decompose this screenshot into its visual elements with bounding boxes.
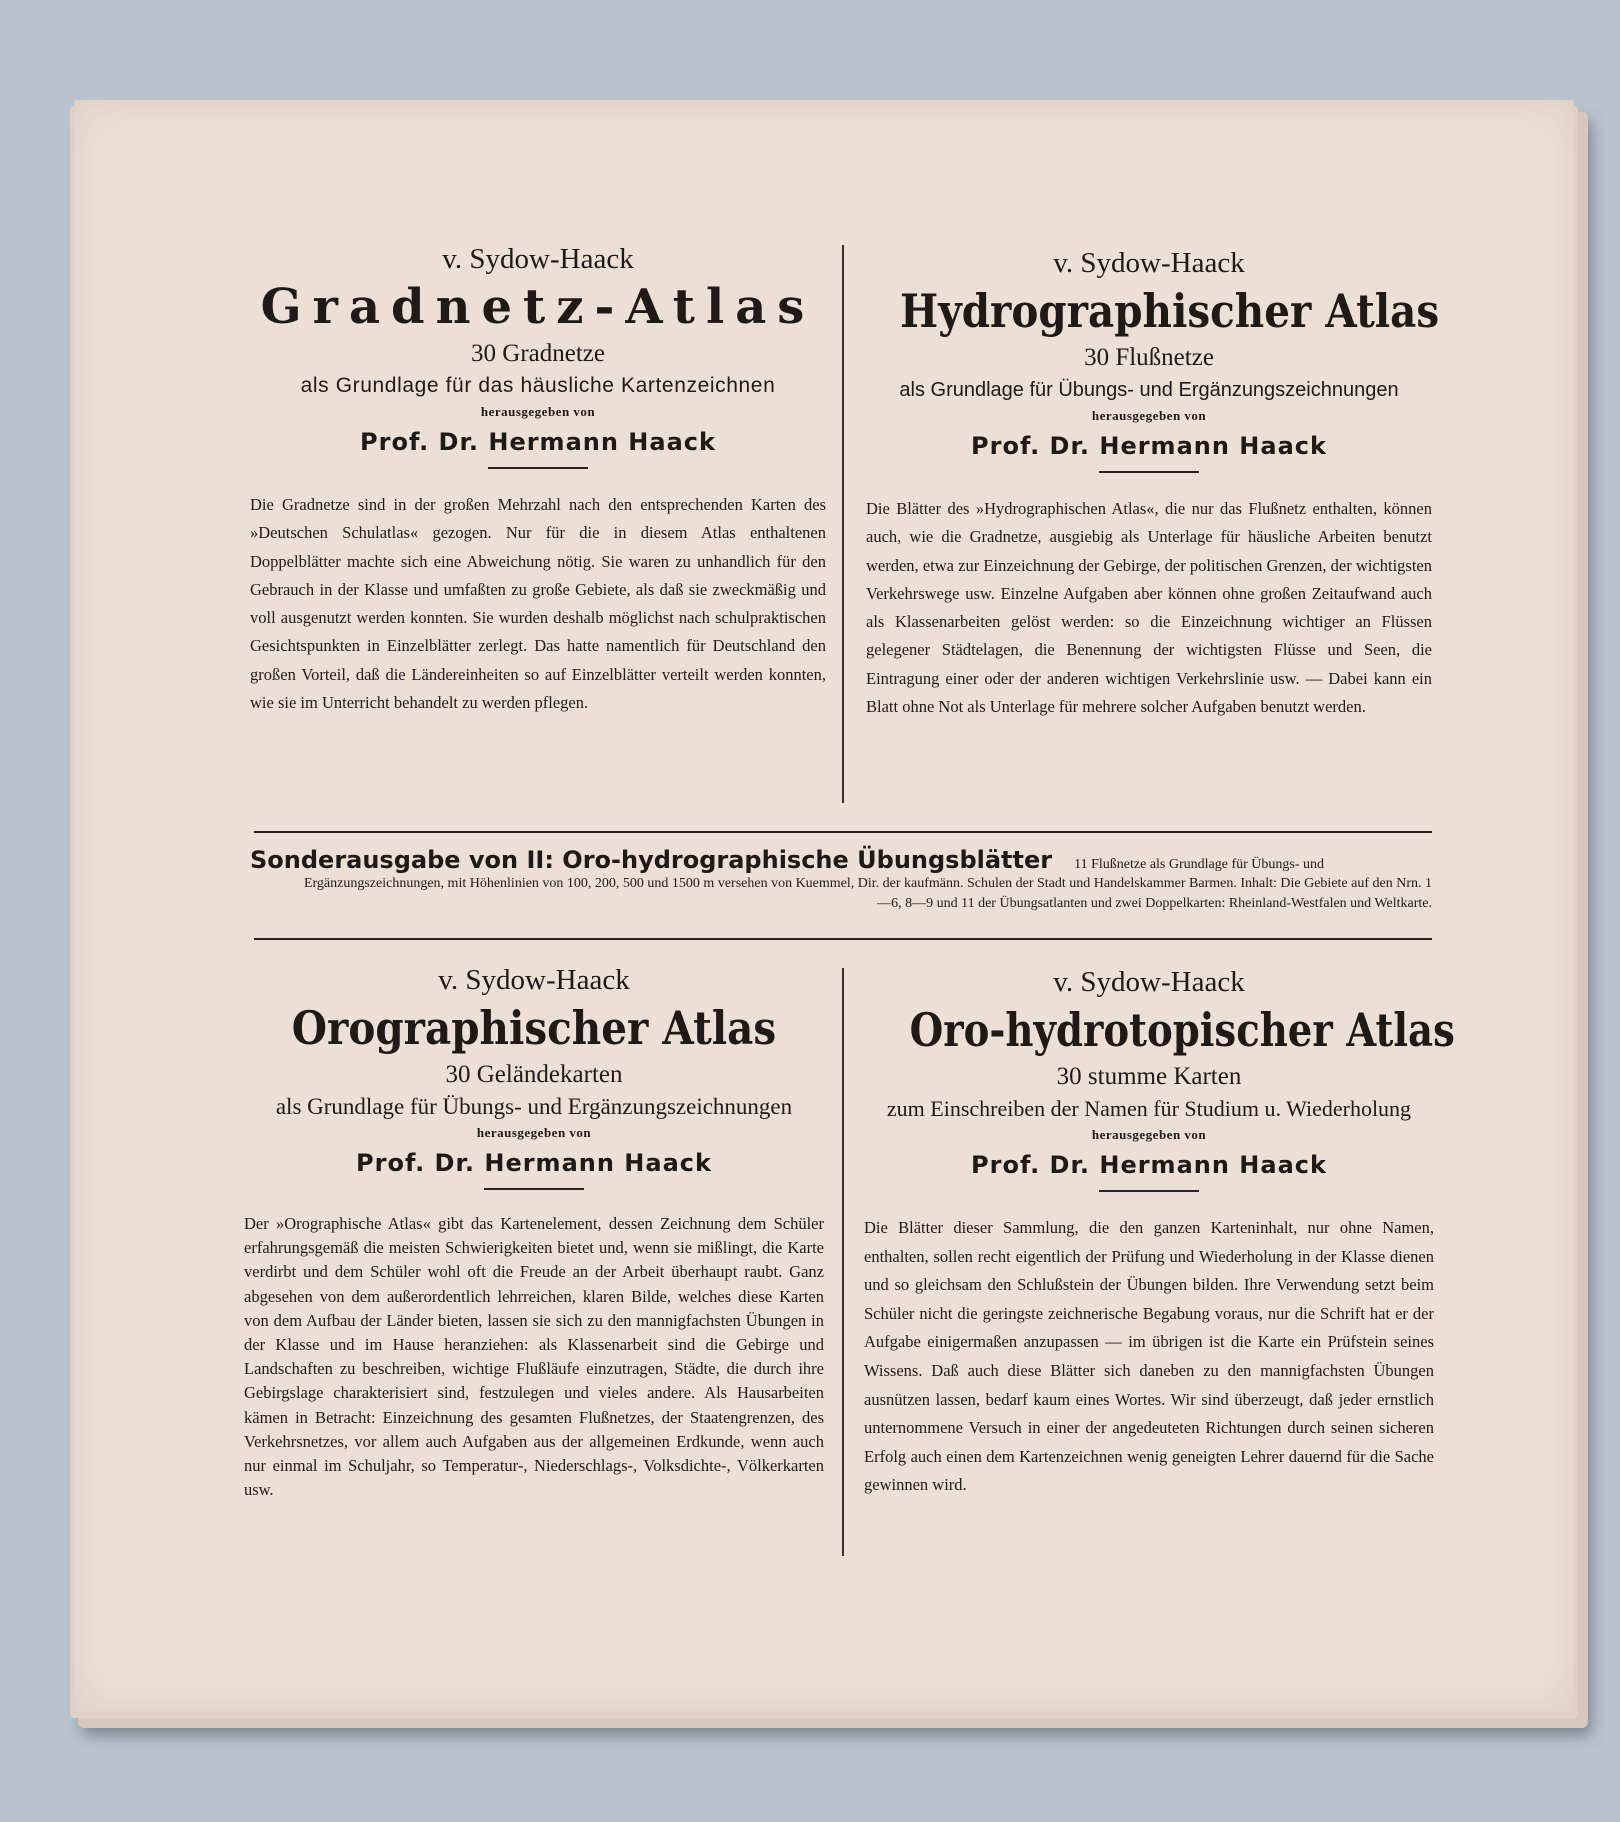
atlas-title: Orographischer Atlas (291, 1001, 777, 1055)
editor-label: herausgegeben von (480, 404, 596, 419)
atlas-purpose: als Grundlage für Übungs- und Ergänzungszeichnungen (275, 1094, 793, 1119)
short-rule (484, 1188, 584, 1190)
editor-name: Prof. Dr. Hermann Haack (971, 432, 1327, 460)
editor-label: herausgegeben von (1091, 1127, 1207, 1142)
orographischer-atlas-section (244, 962, 824, 1502)
sonder-desc-rest: Ergänzungszeichnungen, mit Höhenlinien von 100, 200, 500 und 1500 m versehen von Kuemmel, Dir. der kaufmänn. Schulen der Stadt und Handelskammer Barmen. Inhalt: Die Gebiete auf den Nrn. 1—6, 8—9 und 11 der Übungsatlanten und zwei Doppelkarten: Rheinland-Westfalen und Weltkarte. (303, 876, 1432, 911)
editor-name: Prof. Dr. Hermann Haack (971, 1151, 1327, 1179)
atlas-description: Der »Orographische Atlas« gibt das Kartenelement, dessen Zeichnung dem Schüler erfahrungsgemäß die meisten Schwierigkeiten bietet und, wenn sie mißlingt, die Karte verdirbt und dem Schüler wohl oft die Freude an der Arbeit überhaupt raubt. Ganz abgesehen von dem außerordentlich lehrreichen, klaren Bilde, welches diese Karten von dem Aufbau der Länder bieten, lassen sie sich zu den mannigfachsten Übungen in der Klasse und im Hause heranziehen: als Klassenarbeit sind die Gebirge und Landschaften zu beschreiben, wichtige Flußläufe einzutragen, Städte, die durch ihre Gebirgslage charakterisiert sind, festzulegen und vieles andere. Als Hausarbeiten kämen in Betracht: Einzeichnung des gesamten Flußnetzes, der Staatengrenzen, des Verkehrsnetzes, vor allem auch Aufgaben aus der allgemeinen Erdkunde, wenn auch nur einmal im Schuljahr, so Temperatur-, Niederschlags-, Volksdichte-, Völkerkarten usw. (244, 1214, 824, 1500)
author-line: v. Sydow-Haack (1053, 966, 1245, 998)
editor-label: herausgegeben von (476, 1125, 592, 1140)
short-rule (1099, 1190, 1199, 1192)
author-line: v. Sydow-Haack (438, 964, 630, 996)
author-line: v. Sydow-Haack (442, 243, 634, 275)
atlas-description: Die Gradnetze sind in der großen Mehrzahl nach den entsprechenden Karten des »Deutschen Schulatlas« gezogen. Nur für die in diesem Atlas enthaltenen Doppelblätter machte sich eine Abweichung nötig. Sie waren zu unhandlich für den Gebrauch in der Klasse und umfaßten zu große Gebiete, als daß sie zweckmäßig und voll ausgenutzt werden konnten. Sie wurden deshalb möglichst nach schulpraktischen Gesichtspunkten in Einzelblätter zerlegt. Das hatte namentlich für Deutschland den großen Vorteil, daß die Ländereinheiten so auf Einzelblätter verteilt werden konnten, wie sie im Unterricht behandelt zu werden pflegen. (250, 495, 826, 713)
atlas-count: 30 Geländekarten (445, 1061, 623, 1088)
atlas-description: Die Blätter dieser Sammlung, die den ganzen Karteninhalt, nur ohne Namen, enthalten, sollen recht eigentlich der Prüfung und Wiederholung in der Klasse dienen und so gleichsam den Schlußstein der Übungen bilden. Ihre Verwendung setzt beim Schüler nicht die geringste zeichnerische Begabung voraus, nur die Schrift hat er der Aufgabe einigermaßen anzupassen — im übrigen ist die Karte ein Prüfstein seines Wissens. Daß auch diese Blätter sich daneben zu den mannigfachsten Übungen ausnützen lassen, bedarf kaum eines Wortes. Wir sind überzeugt, daß jeder ernstlich unternommene Versuch in einer der angedeuteten Richtungen durch seinen sicheren Erfolg auch einen dem Kartenzeichnen wenig geneigten Lehrer dauernd für die Sache gewinnen wird. (864, 1218, 1434, 1495)
short-rule (488, 467, 588, 469)
author-line: v. Sydow-Haack (1053, 247, 1245, 279)
atlas-purpose: zum Einschreiben der Namen für Studium u. Wiederholung (886, 1096, 1412, 1121)
sonder-desc-start: 11 Flußnetze als Grundlage für Übungs- und (1074, 857, 1324, 872)
editor-label: herausgegeben von (1091, 408, 1207, 423)
atlas-title: Gradnetz-Atlas (260, 279, 816, 335)
catalog-page (74, 100, 1574, 1712)
atlas-description: Die Blätter des »Hydrographischen Atlas«, die nur das Flußnetz enthalten, können auch, wie die Gradnetze, ausgiebig als Unterlage für häusliche Arbeiten benutzt werden, etwa zur Einzeichnung der Gebirge, der politischen Grenzen, der wichtigsten Verkehrswege usw. Einzelne Aufgaben aber können ohne großen Zeitaufwand auch als Klassenarbeiten gelöst werden: so die Einzeichnung wichtiger an Flüssen gelegener Städtelagen, die Benennung der wichtigsten Flüsse und Seen, die Eintragung einer oder der anderen wichtigen Verkehrslinie usw. — Dabei kann ein Blatt ohne Not als Unterlage für mehrere solcher Aufgaben benutzt werden. (866, 499, 1432, 717)
atlas-count: 30 Flußnetze (1084, 344, 1214, 371)
atlas-purpose: als Grundlage für das häusliche Kartenzeichnen (300, 374, 776, 397)
atlas-count: 30 Gradnetze (471, 340, 605, 367)
sonderausgabe-band (250, 846, 1432, 914)
atlas-title: Oro-hydrotopischer Atlas (909, 1003, 1455, 1057)
short-rule (1099, 471, 1199, 473)
gradnetz-atlas-section (250, 241, 826, 717)
atlas-purpose: als Grundlage für Übungs- und Ergänzungszeichnungen (899, 379, 1399, 401)
band-rule-bottom (254, 938, 1432, 940)
atlas-count: 30 stumme Karten (1056, 1063, 1242, 1090)
atlas-title: Hydrographischer Atlas (899, 284, 1440, 338)
editor-name: Prof. Dr. Hermann Haack (360, 428, 716, 456)
sonder-line (250, 846, 1432, 874)
column-divider-bottom (842, 968, 844, 1556)
editor-name: Prof. Dr. Hermann Haack (356, 1149, 712, 1177)
column-divider-top (842, 245, 844, 803)
oro-hydrotopischer-atlas-section (864, 964, 1455, 1500)
band-rule-top (254, 831, 1432, 833)
hydrographischer-atlas-section (866, 245, 1440, 721)
sonder-title: Sonderausgabe von II: Oro-hydrographische Übungsblätter (250, 846, 1053, 874)
